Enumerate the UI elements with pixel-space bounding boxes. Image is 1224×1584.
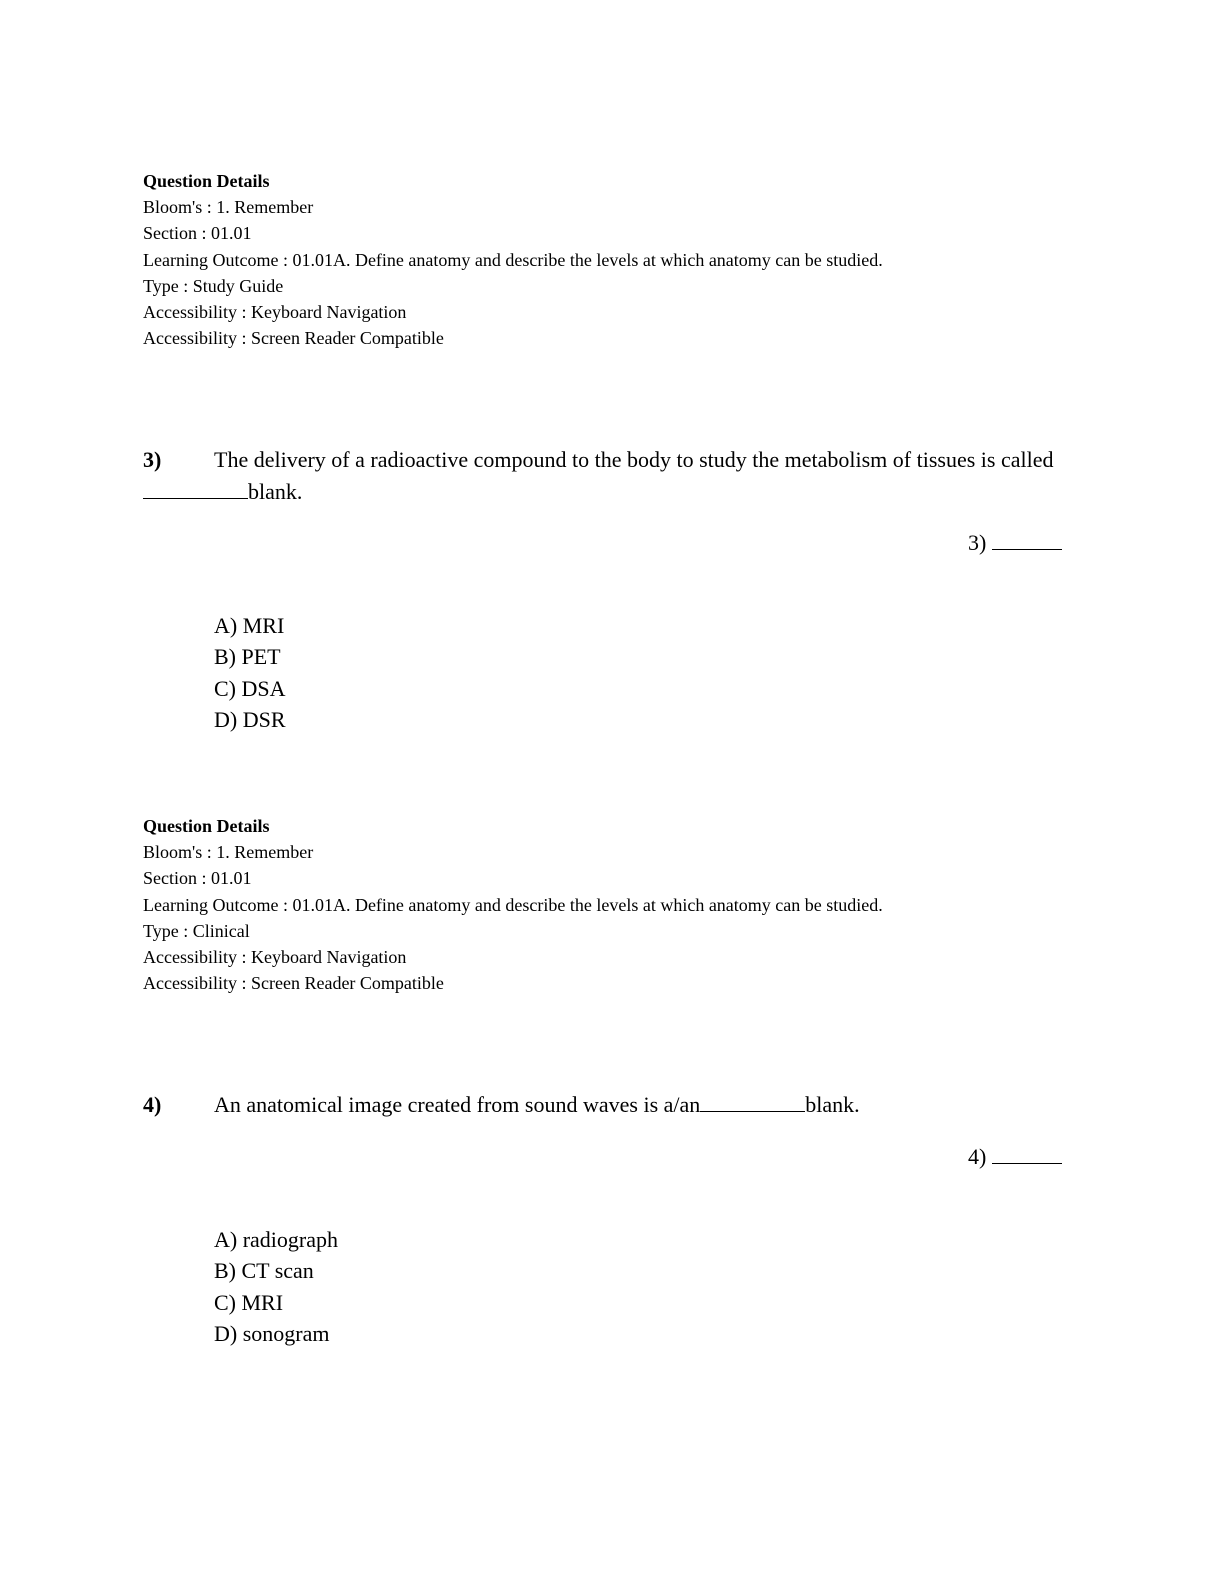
details-blooms: Bloom's : 1. Remember <box>143 842 314 863</box>
answer-slot-label: 4) <box>968 1144 987 1169</box>
details-learning-outcome: Learning Outcome : 01.01A. Define anatomy and describe the levels at which anatomy can be studied. <box>143 894 883 915</box>
details-heading: Question Details <box>143 816 270 836</box>
fill-in-blank <box>700 1091 805 1112</box>
details-blooms: Bloom's : 1. Remember <box>143 197 314 218</box>
details-accessibility-keyboard: Accessibility : Keyboard Navigation <box>143 302 407 323</box>
details-learning-outcome: Learning Outcome : 01.01A. Define anatomy and describe the levels at which anatomy can be studied. <box>143 249 883 270</box>
option-b: B) PET <box>214 644 281 670</box>
option-a: A) radiograph <box>214 1227 339 1252</box>
question-text-before: The delivery of a radioactive compound to the body to study the metabolism of tissues is called <box>214 447 1054 472</box>
question-details-block <box>143 168 1043 351</box>
details-section: Section : 01.01 <box>143 868 252 889</box>
option-c: C) MRI <box>214 1289 284 1315</box>
question-text-after: blank. <box>248 479 303 504</box>
details-section: Section : 01.01 <box>143 223 252 244</box>
option-b: B) CT scan <box>214 1258 314 1284</box>
answer-slot-label: 3) <box>968 530 987 555</box>
question-4 <box>143 1089 1073 1121</box>
answer-slot-line <box>992 529 1062 550</box>
answer-slot-3 <box>968 527 1062 559</box>
details-accessibility-keyboard: Accessibility : Keyboard Navigation <box>143 947 407 968</box>
option-d: D) sonogram <box>214 1320 330 1346</box>
details-type: Type : Clinical <box>143 920 250 941</box>
details-type: Type : Study Guide <box>143 275 284 296</box>
option-a: A) MRI <box>214 613 285 638</box>
fill-in-blank <box>143 478 248 499</box>
answer-slot-line <box>992 1143 1062 1164</box>
question-number: 4) <box>143 1092 162 1117</box>
question-text-after: blank. <box>805 1092 860 1117</box>
question-4-options <box>214 1224 338 1349</box>
answer-slot-4 <box>968 1141 1062 1173</box>
question-number: 3) <box>143 447 162 472</box>
details-accessibility-screen-reader: Accessibility : Screen Reader Compatible <box>143 973 444 994</box>
details-accessibility-screen-reader: Accessibility : Screen Reader Compatible <box>143 328 444 349</box>
question-3-options <box>214 610 286 735</box>
question-details-block <box>143 813 1043 996</box>
question-3 <box>143 444 1073 508</box>
details-heading: Question Details <box>143 171 270 191</box>
option-c: C) DSA <box>214 675 286 701</box>
option-d: D) DSR <box>214 706 286 732</box>
question-text-before: An anatomical image created from sound waves is a/an <box>214 1092 701 1117</box>
